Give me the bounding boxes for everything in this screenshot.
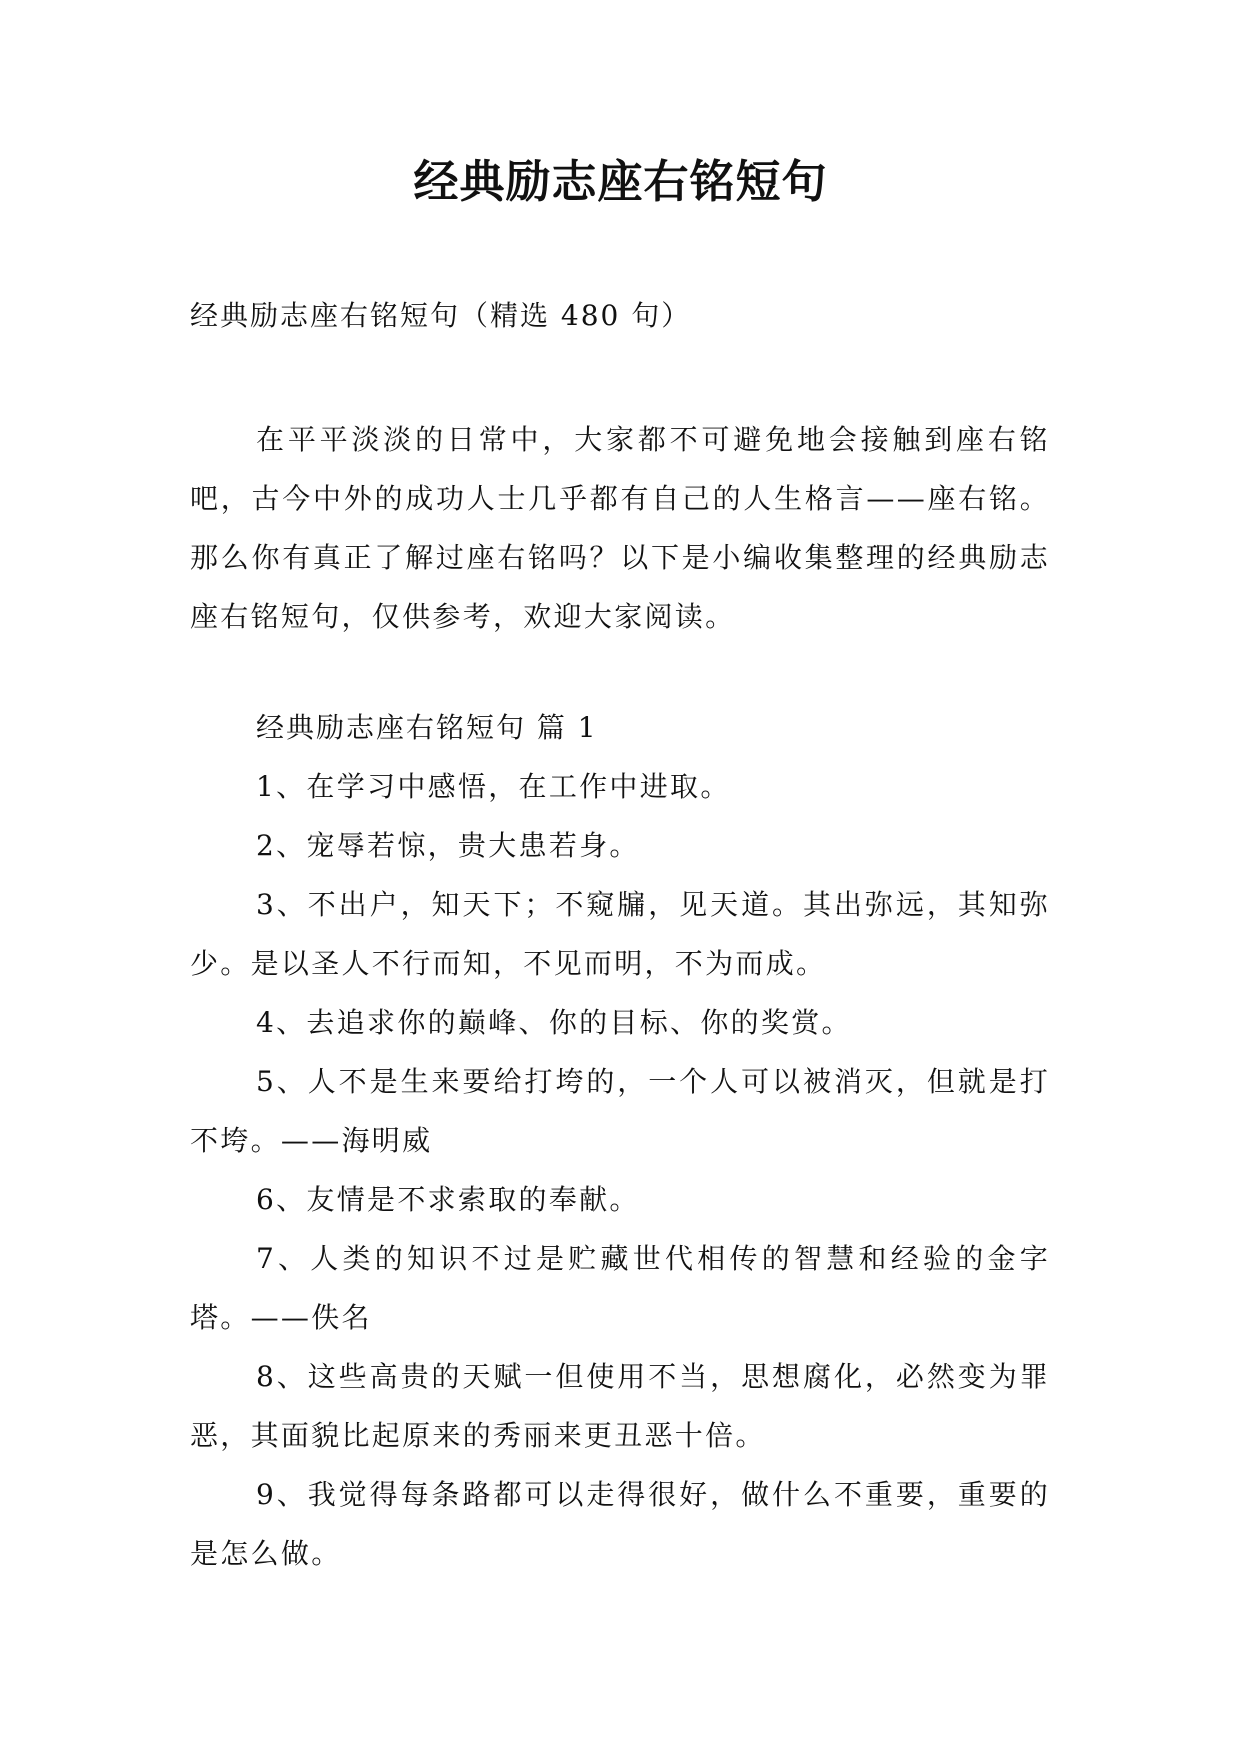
quote-item: 6、友情是不求索取的奉献。 [256,1183,640,1216]
document-subtitle: 经典励志座右铭短句（精选 480 句） [190,299,692,332]
quote-item: 7、人类的知识不过是贮藏世代相传的智慧和经验的金字塔。——佚名 [190,1242,1050,1334]
quote-section [190,698,1050,1583]
quote-item: 2、宠辱若惊，贵大患若身。 [256,829,640,862]
quote-item: 4、去追求你的巅峰、你的目标、你的奖赏。 [256,1006,852,1039]
quote-item: 8、这些高贵的天赋一但使用不当，思想腐化，必然变为罪恶，其面貌比起原来的秀丽来更丑恶十倍。 [190,1360,1050,1452]
quote-item: 5、人不是生来要给打垮的，一个人可以被消灭，但就是打不垮。——海明威 [190,1065,1050,1157]
intro-block [190,410,1050,646]
quote-item: 3、不出户，知天下；不窥牖，见天道。其出弥远，其知弥少。是以圣人不行而知，不见而明，不为而成。 [190,888,1050,980]
document-title: 经典励志座右铭短句 [413,155,828,208]
intro-paragraph: 在平平淡淡的日常中，大家都不可避免地会接触到座右铭吧，古今中外的成功人士几乎都有自己的人生格言——座右铭。那么你有真正了解过座右铭吗？以下是小编收集整理的经典励志座右铭短句，仅供参考，欢迎大家阅读。 [190,423,1050,633]
section-heading: 经典励志座右铭短句 篇 1 [256,711,598,744]
quote-item: 9、我觉得每条路都可以走得很好，做什么不重要，重要的是怎么做。 [190,1478,1050,1570]
quote-item: 1、在学习中感悟，在工作中进取。 [256,770,731,803]
